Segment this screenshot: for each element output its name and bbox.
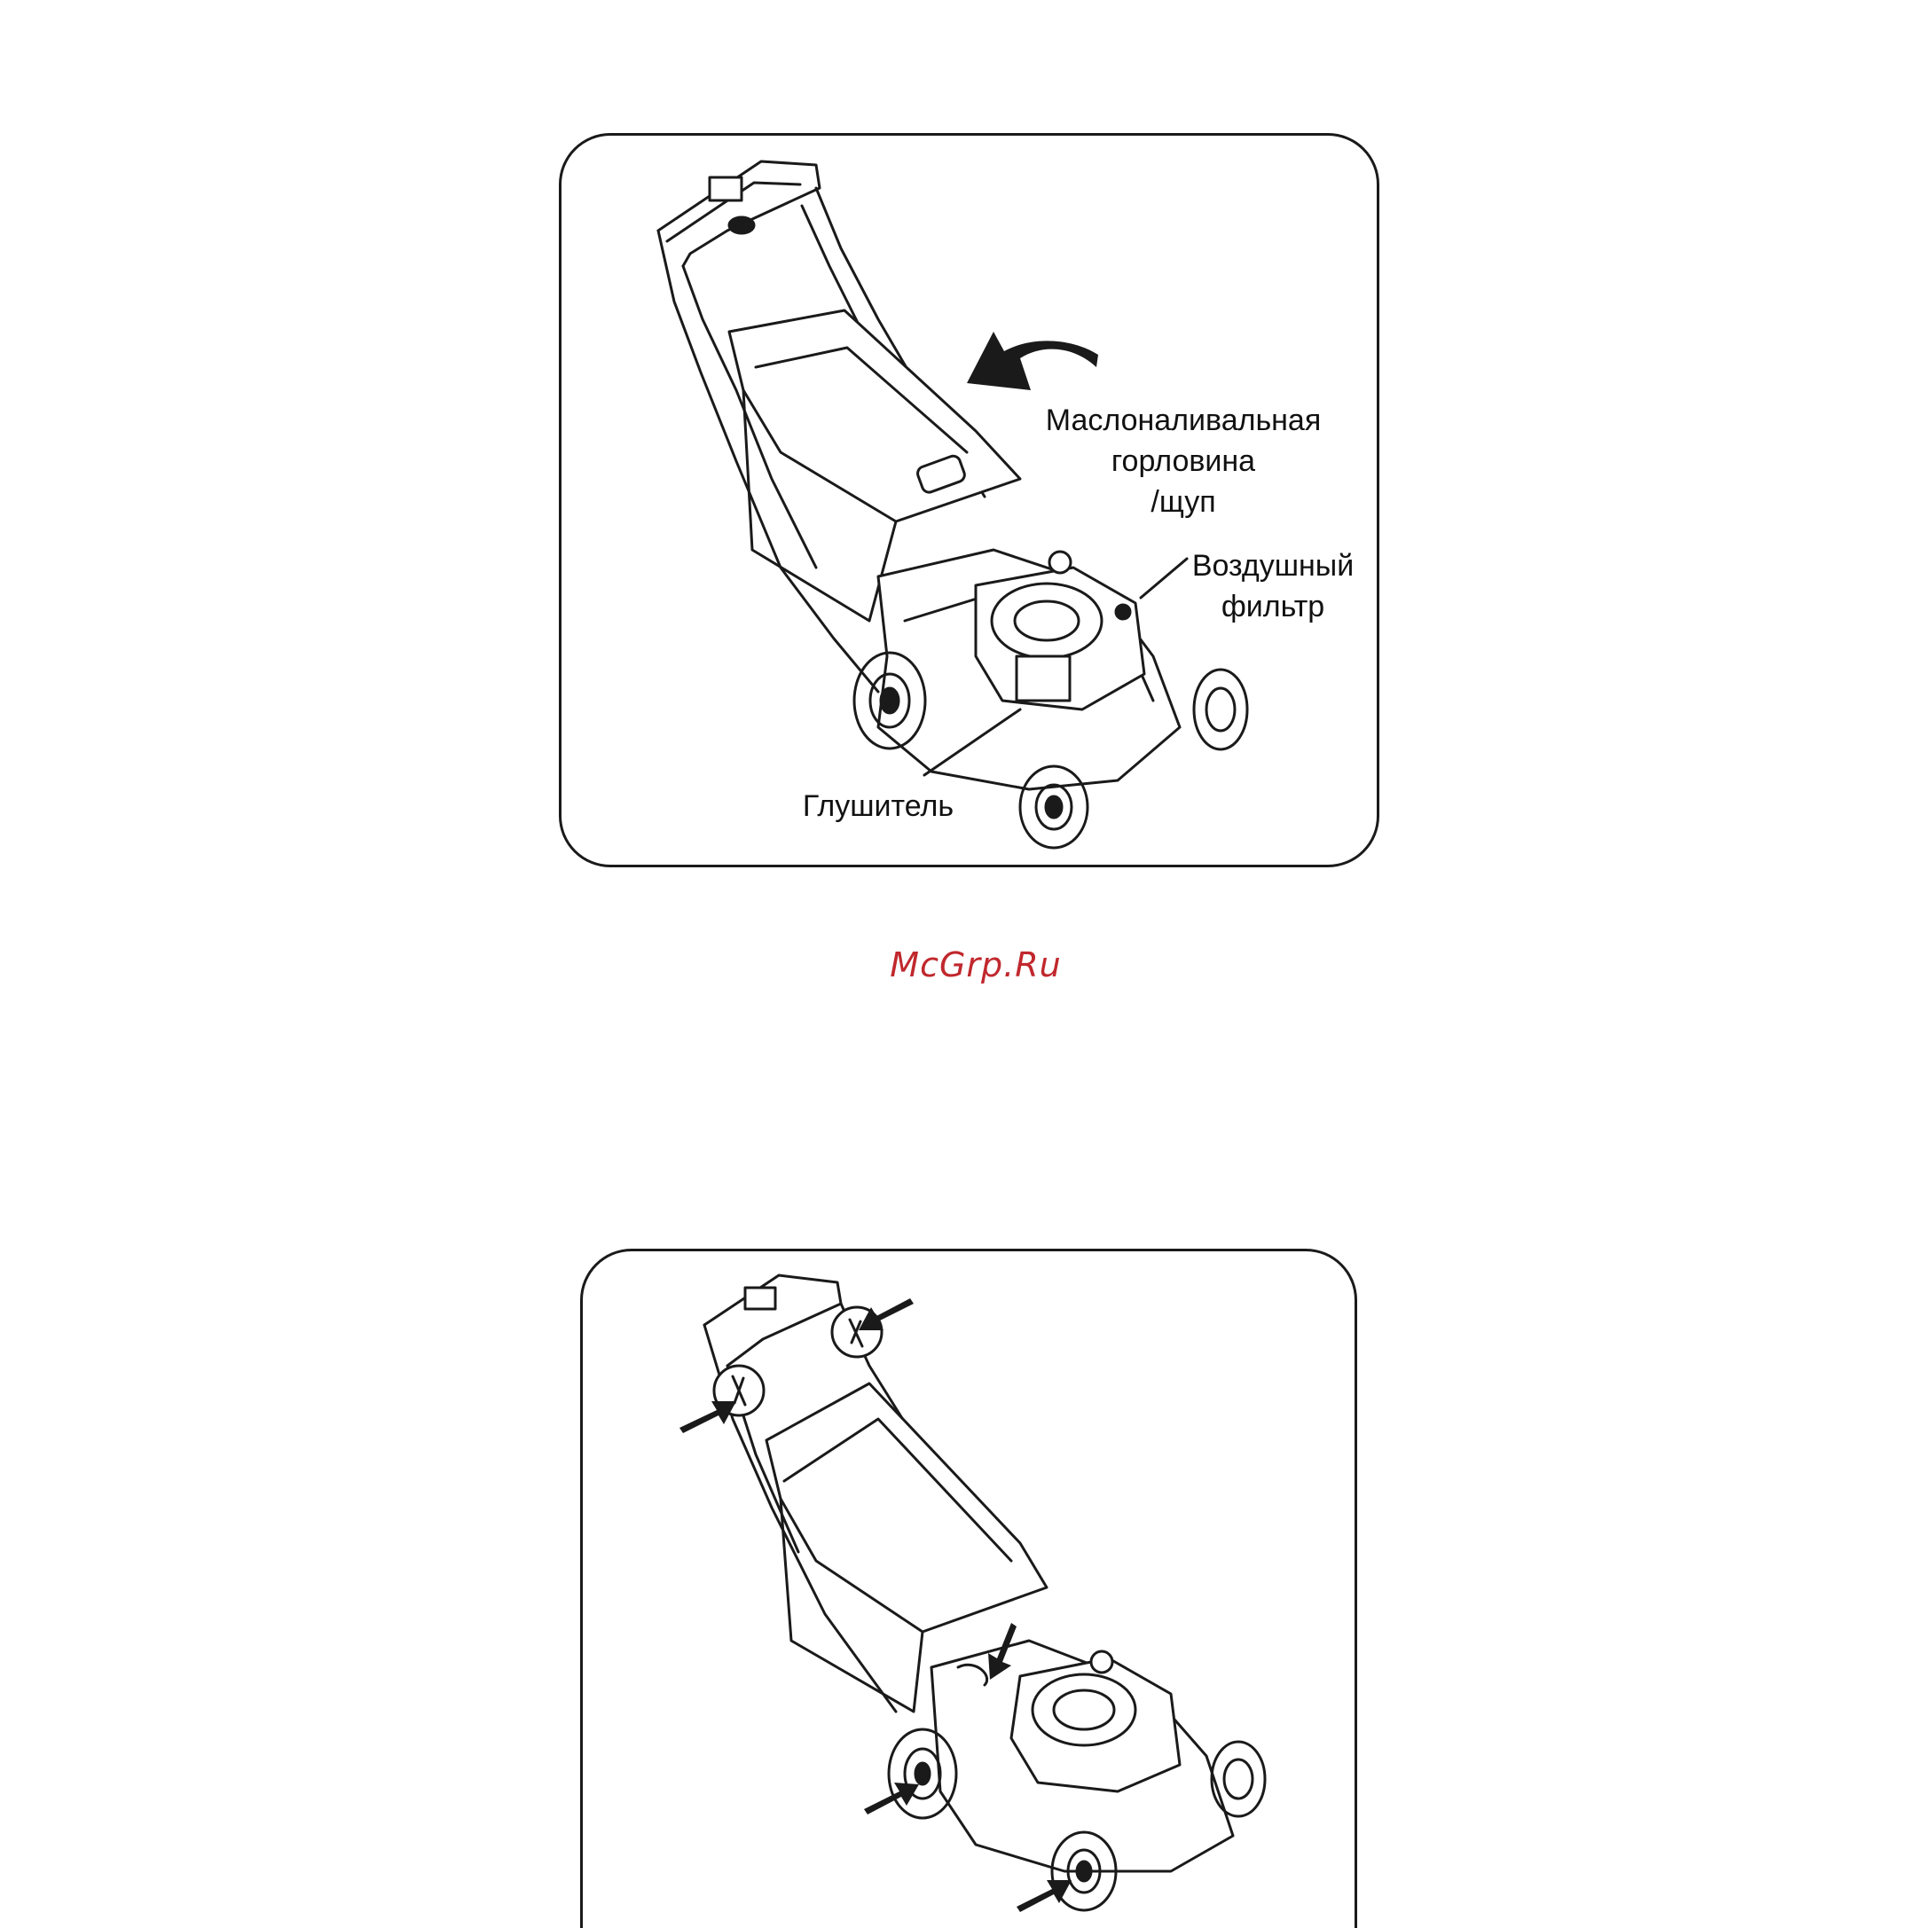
air-filter-label-line2: фильтр — [1221, 590, 1325, 623]
muffler-label: Глушитель — [802, 789, 954, 823]
watermark-text: McGrp.Ru — [890, 945, 1062, 984]
oil-filler-label-line2: горловина — [1111, 444, 1256, 478]
oil-filler-label-line3: /щуп — [1151, 485, 1216, 519]
air-filter-label-line1: Воздушный — [1191, 549, 1355, 583]
oil-filler-label-line1: Маслоналивальная — [1045, 404, 1322, 437]
